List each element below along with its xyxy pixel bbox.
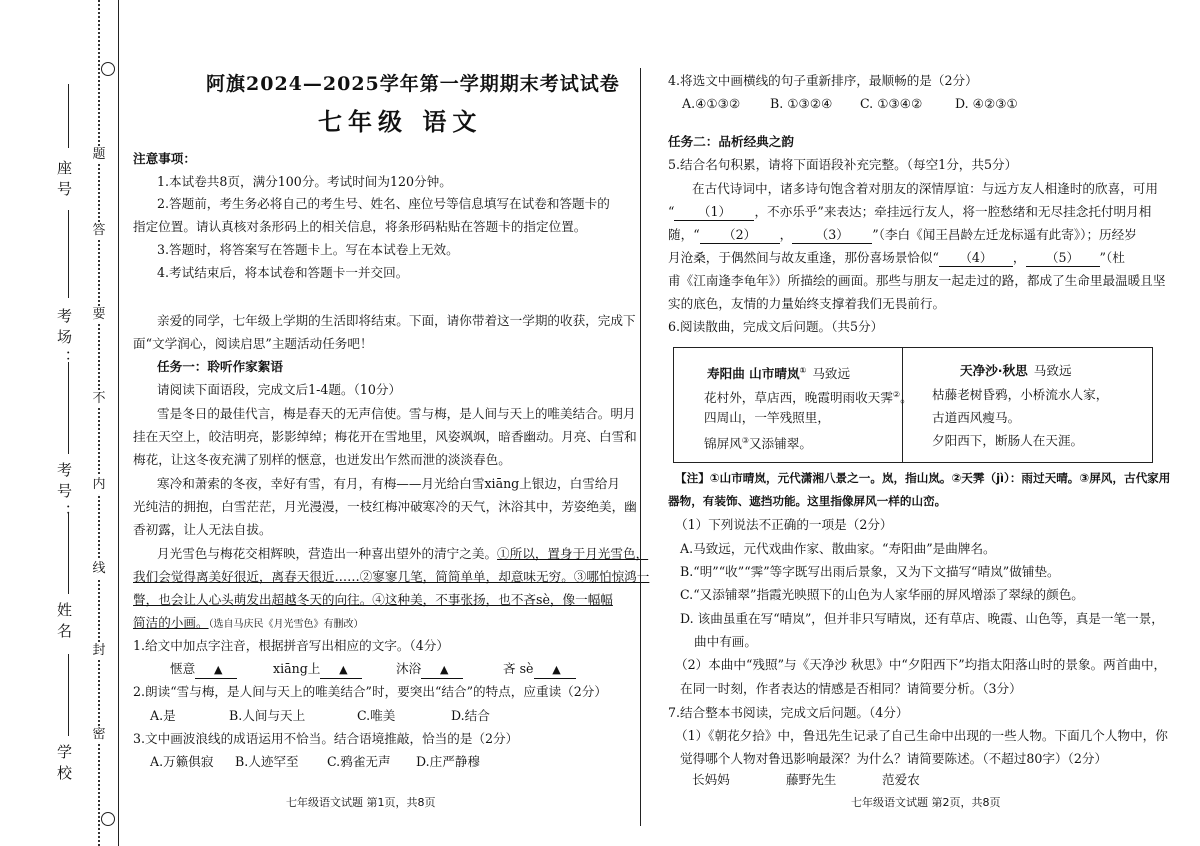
exam-number-field[interactable] [68, 362, 69, 454]
q1-stem: 1.给文中加点字注音，根据拼音写出相应的文字。（4分） [133, 638, 449, 653]
seal-char: 不 [90, 390, 108, 408]
exam-room-label: 考场： [55, 308, 73, 371]
poem-right-line: 枯藤老树昏鸦，小桥流水人家， [932, 387, 1109, 402]
q3-option[interactable]: A.万籁俱寂 [150, 754, 214, 769]
q6-sub1-option[interactable]: A.马致远，元代戏曲作家、散曲家。“寿阳曲”是曲牌名。 [680, 541, 996, 556]
q6-sub2-line: （2）本曲中“残照”与《天净沙 秋思》中“夕阳西下”均指太阳落山时的景象。两首曲中， [675, 657, 1167, 672]
q5-line: 随，“ （2） ， （3） ”（李白《闻王昌龄左迁龙标遥有此寄》）；历经岁 [668, 227, 1137, 242]
poem-note: 【注】①山市晴岚，元代潇湘八景之一。岚，指山岚。②天霁（jì）：雨过天晴。③屏风，古代家用 [675, 471, 1171, 485]
passage-line: 挂在天空上，皎洁明亮，影影绰绰；梅花开在雪地里，风姿飒飒，暗香幽动。月亮、白雪和 [133, 429, 637, 444]
q7-person: 藤野先生 [786, 772, 837, 787]
q5-line: “ （1） ，不亦乐乎”来表达；牵挂远行友人，将一腔愁绪和无尽挂念托付明月相 [668, 204, 1152, 219]
poem-left-line: 花村外，草店西，晚霞明雨收天霁②。 [704, 390, 913, 406]
seal-char: 答 [90, 222, 108, 240]
seal-char: 封 [90, 642, 108, 660]
q5-blank-4[interactable]: （4） [939, 250, 1013, 267]
poem-note: 器物，有装饰、遮挡功能。这里指像屏风一样的山峦。 [668, 494, 947, 508]
q7-person: 长妈妈 [692, 772, 730, 787]
poem-right-line: 古道西风瘦马。 [932, 410, 1021, 425]
q4-stem: 4.将选文中画横线的句子重新排序，最顺畅的是（2分） [668, 73, 978, 88]
q3-option[interactable]: B.人迹罕至 [235, 754, 299, 769]
q7-stem: 7.结合整本书阅读，完成文后问题。（4分） [668, 705, 909, 720]
intro-line: 面“文学润心，阅读启思”主题活动任务吧！ [133, 336, 373, 351]
page-footer-right: 七年级语文试题 第2页，共8页 [851, 796, 1001, 809]
passage-line: 光纯洁的拥抱，白雪茫茫，月光漫漫，一枝红梅冲破寒冷的天气，沐浴其中，芳姿绝美，幽 [133, 499, 637, 514]
school-field[interactable] [68, 654, 69, 736]
task1-instruction: 请阅读下面语段，完成文后1-4题。（10分） [157, 382, 402, 397]
passage-line: 梅花，让这冬夜充满了别样的惬意，也迸发出乍然而泄的淡淡春色。 [133, 452, 511, 467]
q1-answer-blank[interactable]: ▲ [421, 661, 463, 679]
q3-stem: 3.文中画波浪线的成语运用不恰当。结合语境推敲，恰当的是（2分） [133, 731, 519, 746]
q6-sub1-option[interactable]: B.“明”“收”“霁”等字既写出雨后景象，又为下文描写“晴岚”做铺垫。 [680, 564, 1060, 579]
seal-char: 内 [90, 476, 108, 494]
notes-item: 2.答题前，考生务必将自己的考生号、姓名、座位号等信息填写在试卷和答题卡的 [157, 196, 610, 211]
q1-answer-blank[interactable]: ▲ [320, 661, 362, 679]
poem-left-line: 四周山，一竿残照里， [704, 410, 830, 425]
q2-option[interactable]: B.人间与天上 [229, 708, 306, 723]
passage-line: 雪是冬日的最佳代言，梅是春天的无声信使。雪与梅，是人间与天上的唯美结合。明月 [157, 406, 636, 421]
intro-line: 亲爱的同学，七年级上学期的生活即将结束。下面，请你带着这一学期的收获，完成下 [157, 313, 636, 328]
binding-hole [101, 812, 115, 826]
name-field[interactable] [68, 512, 69, 594]
q6-stem: 6.阅读散曲，完成文后问题。（共5分） [668, 319, 884, 334]
q2-option[interactable]: A.是 [150, 708, 176, 723]
q5-stem: 5.结合名句积累，请将下面语段补充完整。（每空1分，共5分） [668, 157, 1018, 172]
q2-option[interactable]: C.唯美 [357, 708, 396, 723]
q7-sub1-line: 觉得哪个人物对鲁迅影响最深？为什么？请简要陈述。（不超过80字）（2分） [680, 751, 1108, 766]
binding-hole [101, 62, 115, 76]
seal-char: 题 [90, 146, 108, 164]
q5-blank-3[interactable]: （3） [792, 227, 872, 244]
page-divider [640, 68, 641, 826]
poem-left-title: 寿阳曲 山市晴岚① 马致远 [707, 366, 851, 382]
notes-item: 1.本试卷共8页，满分100分。考试时间为120分钟。 [157, 174, 452, 189]
passage-line-underlined: 我们会觉得离美好很近，离春天很近……②寥寥几笔，简简单单，却意味无穷。③哪怕惊鸿一 [133, 569, 650, 584]
q3-option[interactable]: D.庄严静穆 [416, 754, 481, 769]
seal-char: 线 [90, 560, 108, 578]
q4-option[interactable]: D. ④②③① [955, 96, 1018, 111]
q2-option[interactable]: D.结合 [451, 708, 490, 723]
q5-blank-1[interactable]: （1） [674, 204, 754, 221]
notes-item: 3.答题时，将答案写在答题卡上。写在本试卷上无效。 [157, 242, 459, 257]
q6-sub2-line: 在同一时刻，作者表达的情感是否相同？请简要分析。（3分） [680, 681, 1022, 696]
name-label: 姓名 [55, 602, 73, 644]
poem-left-line: 锦屏风③又添铺翠。 [704, 436, 812, 452]
q6-sub1-option-cont: 曲中有画。 [694, 634, 757, 649]
seal-char: 密 [90, 726, 108, 744]
exam-subtitle: 七年级 语文 [318, 107, 483, 136]
passage-line: 香初露，让人无法自拔。 [133, 522, 272, 537]
q6-sub1-option[interactable]: D. 该曲虽重在写“晴岚”，但并非只写晴岚，还有草店、晚霞、山色等，真是一笔一景， [680, 611, 1164, 626]
q1-answer-blank[interactable]: ▲ [195, 661, 237, 679]
passage-line-underlined: 瞥，也会让人心头萌发出超越冬天的向往。④这种美，不事张扬，也不吝sè，像一幅幅 [133, 592, 613, 607]
q5-line: 实的底色，友情的力量始终支撑着我们无畏前行。 [668, 296, 946, 311]
q1-item: 吝 sè ▲ [503, 661, 576, 679]
q5-blank-2[interactable]: （2） [700, 227, 780, 244]
q2-stem: 2.朗读“雪与梅，是人间与天上的唯美结合”时，要突出“结合”的特点，应重读（2分） [133, 684, 607, 699]
q5-blank-5[interactable]: （5） [1026, 250, 1100, 267]
q4-option[interactable]: A.④①③② [682, 96, 741, 111]
notes-heading: 注意事项： [133, 151, 196, 166]
task2-heading: 任务二：品析经典之韵 [668, 134, 794, 149]
task1-heading: 任务一：聆听作家絮语 [157, 359, 283, 374]
q1-item: 沐浴 ▲ [396, 661, 463, 679]
q6-sub1-option[interactable]: C.“又添铺翠”指霞光映照下的山色为人家华丽的屏风增添了翠绿的颜色。 [680, 587, 1084, 602]
q5-line: 月沧桑，于偶然间与故友重逢，那份喜场景恰似“ （4） ， （5） ”（杜 [668, 250, 1125, 265]
poem-right-line: 夕阳西下，断肠人在天涯。 [932, 433, 1084, 448]
exam-title: 阿旗2024—2025学年第一学期期末考试试卷 [206, 73, 620, 95]
q6-sub1-stem: （1）下列说法不正确的一项是（2分） [675, 517, 893, 532]
school-label: 学校 [55, 744, 73, 786]
q3-option[interactable]: C.鸦雀无声 [327, 754, 391, 769]
q1-answer-blank[interactable]: ▲ [534, 661, 576, 679]
seal-dotted-line [98, 0, 100, 846]
poem-right-title: 天净沙·秋思 马致远 [960, 363, 1072, 378]
seat-number-field[interactable] [68, 84, 69, 148]
passage-line: 月光雪色与梅花交相辉映，营造出一种喜出望外的清宁之美。①所以，置身于月光雪色， [157, 546, 649, 561]
binding-line [118, 0, 119, 846]
notes-item: 4.考试结束后，将本试卷和答题卡一并交回。 [157, 265, 409, 280]
passage-line: 寒冷和萧索的冬夜，幸好有雪，有月，有梅——月光给白雪xiāng上银边，白雪给月 [157, 476, 620, 491]
q7-sub1-line: （1）《朝花夕拾》中，鲁迅先生记录了自己生命中出现的一些人物。下面几个人物中，你 [675, 728, 1168, 743]
seat-number-label: 座号 [55, 160, 73, 202]
q4-option[interactable]: B. ①③②④ [770, 96, 833, 111]
q7-person: 范爱农 [882, 772, 920, 787]
q5-line: 甫《江南逢李龟年》）所描绘的画面。那些与朋友一起走过的路，都成了生命里最温暖且坚 [668, 273, 1166, 288]
seal-char: 要 [90, 306, 108, 324]
passage-line: 简洁的小画。（选自马庆民《月光雪色》有删改） [133, 615, 364, 630]
notes-item: 指定位置。请认真核对条形码上的相关信息，将条形码粘贴在答题卡的指定位置。 [133, 219, 587, 234]
q4-option[interactable]: C. ①③④② [860, 96, 923, 111]
q1-item: 惬意 ▲ [170, 661, 237, 679]
q5-line: 在古代诗词中，诸多诗句饱含着对朋友的深情厚谊：与远方友人相逢时的欣喜，可用 [692, 181, 1158, 196]
exam-number-label: 考号： [55, 462, 73, 525]
q1-item: xiāng上 ▲ [273, 661, 362, 679]
page-footer-left: 七年级语文试题 第1页，共8页 [286, 796, 436, 809]
exam-room-field[interactable] [68, 210, 69, 298]
